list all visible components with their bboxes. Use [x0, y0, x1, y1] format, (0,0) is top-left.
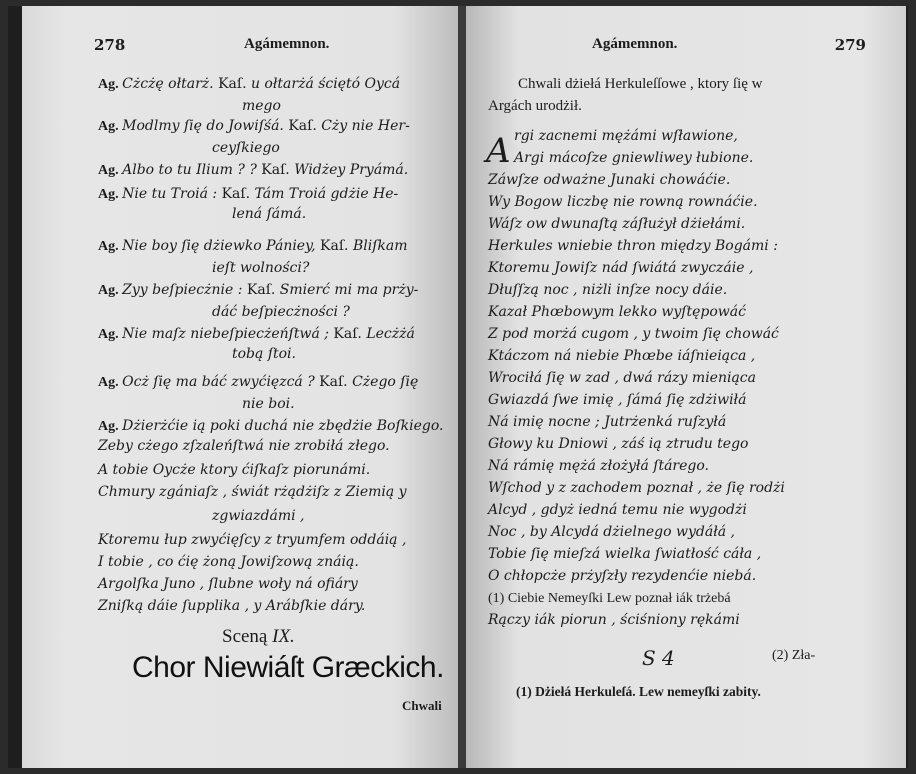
verse-line	[242, 396, 295, 413]
verse-line: Wáſz ow dwunaſtą záſłużył dżiełámi.	[488, 216, 746, 232]
verse-line	[212, 304, 350, 321]
speaker-label: Kaſ.	[315, 238, 353, 254]
line-text: Dżierżćie ią poki duchá nie zbędżie Boſkiego.	[122, 418, 444, 434]
line-text: ieſt wolności?	[212, 260, 310, 276]
line-text: A tobie Oycże ktory ćiſkaſz piorunámi.	[98, 462, 371, 478]
line-text: Lecżżá	[366, 326, 415, 342]
drop-cap: A	[486, 131, 511, 171]
speaker-label: Kaſ.	[328, 326, 367, 342]
speaker-label: Kaſ.	[213, 76, 251, 92]
speaker-label: Ag.	[98, 327, 123, 342]
line-text: Bliſkam	[352, 238, 408, 254]
verse-line	[212, 140, 280, 157]
line-text: tobą ſtoi.	[232, 346, 296, 362]
verse-line	[98, 238, 407, 255]
speaker-label: Kaſ.	[242, 282, 280, 298]
speaker-label: Kaſ.	[256, 162, 295, 178]
verse-line	[98, 418, 443, 435]
verse-line	[98, 118, 410, 135]
verse-line	[98, 598, 365, 615]
line-text: I tobie , co ćię żoną Jowiſzową znáią.	[98, 554, 359, 570]
line-text: Zyy beſpiecżnie :	[122, 282, 243, 298]
line-text: Zeby cżego zſzaleńſtwá nie zrobiłá złego.	[98, 438, 390, 454]
line-text: Smierć mi ma prży-	[279, 282, 419, 298]
verse-line: (1) Ciebie Nemeyſki Lew poznał iák trżebá	[488, 591, 731, 606]
speaker-label: Ag.	[98, 283, 123, 298]
page-number: 278	[94, 36, 126, 54]
line-text: Cżego ſię	[352, 374, 419, 390]
speaker-label: Kaſ.	[314, 374, 353, 390]
verse-line	[98, 374, 418, 391]
verse-line	[232, 346, 296, 363]
speaker-label: Ag.	[98, 187, 123, 202]
verse-line: Herkules wniebie thron między Bogámi :	[488, 238, 778, 254]
line-text: Cżcżę ołtarż.	[122, 76, 214, 92]
verse-line	[98, 326, 415, 343]
verse-line	[98, 438, 390, 455]
line-text: Nie boy ſię dżiewko Pániey,	[122, 238, 316, 254]
verse-line	[242, 98, 281, 115]
verse-line	[98, 282, 418, 299]
verse-line: Z pod morżá cugom , y twoim ſię chowáć	[488, 326, 779, 342]
verse-line: Rączy iák piorun , ściśniony rękámi	[488, 612, 740, 628]
line-text: Nie maſz niebeſpiecżeńſtwá ;	[122, 326, 329, 342]
page-number: 279	[834, 36, 866, 54]
scene-heading	[222, 626, 295, 648]
verse-line	[98, 186, 398, 203]
signature-mark: S 4	[642, 646, 675, 670]
left-page	[22, 6, 458, 768]
running-head-left	[22, 36, 458, 58]
scene-number: IX.	[272, 626, 295, 647]
line-text: Chmury zgániaſz , świát rżądżiſz z Ziemią y	[98, 484, 407, 500]
line-text: u ołtarżá ściętó Oycá	[250, 76, 401, 92]
speaker-label: Ag.	[98, 163, 123, 178]
line-text: lená ſámá.	[232, 206, 307, 222]
verse-line	[98, 576, 358, 593]
verse-line: Ná imię nocne ; Jutrżenká ruſzyłá	[488, 414, 727, 430]
verse-line	[98, 532, 406, 549]
line-text: dáć beſpiecżności ?	[212, 304, 350, 320]
running-title: Agámemnon.	[592, 36, 678, 52]
line-text: Argolſka Juno , ſlubne woły ná ofiáry	[98, 576, 358, 592]
verse-line	[98, 76, 400, 93]
verse-line: Wy Bogow liczbę nie rowną rownáćie.	[488, 194, 758, 210]
verse-line: Wrociłá ſię w zad , dwá rázy mieniąca	[488, 370, 756, 386]
verse-line: rgi zacnemi mężámi wſławione,	[514, 128, 738, 144]
running-head-right	[466, 36, 906, 58]
footnote: (1) Dżiełá Herkuleſá. Lew nemeyſki zabity.	[516, 684, 761, 699]
catchword-right: (2) Zła-	[772, 648, 816, 663]
verse-line	[98, 162, 408, 179]
verse-line	[98, 462, 370, 479]
right-page	[466, 6, 906, 768]
intro-line: Chwali dżiełá Herkuleſſowe , ktory ſię w	[518, 76, 763, 92]
verse-line	[232, 206, 306, 223]
line-text: Cży nie Her-	[321, 118, 410, 134]
verse-line: Alcyd , gdyż iedná temu nie wygodżi	[488, 502, 747, 518]
line-text: nie boi.	[242, 396, 295, 412]
line-text: mego	[242, 98, 281, 114]
line-text: Ktoremu łup zwyćięſcy z tryumfem oddáią ,	[98, 532, 407, 548]
open-book	[8, 6, 908, 768]
verse-line: Tobie ſię mieſzá wielka ſwiatłość cáła ,	[488, 546, 762, 562]
speaker-label: Ag.	[98, 119, 123, 134]
verse-line: Kazał Phœbowym lekko wyſtępowáć	[488, 304, 746, 320]
chorus-heading: Chor Niewiáſt Græckich.	[132, 651, 444, 684]
verse-line: Gwiazdá ſwe imię , ſámá ſię zdżiwiłá	[488, 392, 747, 408]
verse-line: Argi mácoſze gniewliwey łubione.	[514, 150, 754, 166]
verse-line: Noc , by Alcydá dżielnego wydáłá ,	[488, 524, 735, 540]
verse-line: Záwſze odważne Junaki chowáćie.	[488, 172, 731, 188]
running-title: Agámemnon.	[244, 36, 330, 52]
line-text: Tám Troiá gdżie He-	[254, 186, 399, 202]
speaker-label: Ag.	[98, 239, 123, 254]
verse-line: Ná rámię mężá złożyłá ſtárego.	[488, 458, 709, 474]
verse-line: Wſchod y z zachodem poznał , że ſię rodżi	[488, 480, 785, 496]
line-text: Albo to tu Ilium ? ?	[122, 162, 257, 178]
scene-label: Sceną	[222, 626, 268, 647]
line-text: Ocż ſię ma báć zwyćięzcá ?	[122, 374, 315, 390]
verse-line	[98, 554, 359, 571]
speaker-label: Ag.	[98, 419, 123, 434]
line-text: Zniſką dáie ſupplika , y Arábſkie dáry.	[98, 598, 366, 614]
line-text: Widżey Pryámá.	[294, 162, 409, 178]
verse-line: Dłuſſzą noc , niżli inſze nocy dáie.	[488, 282, 728, 298]
line-text: Nie tu Troiá :	[122, 186, 218, 202]
speaker-label: Ag.	[98, 375, 123, 390]
verse-line	[98, 484, 407, 501]
verse-line	[212, 508, 304, 525]
line-text: ceyſkiego	[212, 140, 280, 156]
verse-line	[212, 260, 309, 277]
book-gutter	[458, 6, 466, 768]
verse-line: O chłopcże prżyſzły rezydenćie niebá.	[488, 568, 757, 584]
verse-line: Ktáczom ná niebie Phœbe iáſnieiąca ,	[488, 348, 756, 364]
line-text: zgwiazdámi ,	[212, 508, 305, 524]
speaker-label: Kaſ.	[217, 186, 255, 202]
line-text: Modlmy ſię do Jowiſśá.	[122, 118, 284, 134]
verse-line: Głowy ku Dniowi , záś ią ztrudu tego	[488, 436, 749, 452]
verse-line: Ktoremu Jowiſz nád ſwiátá zwyczáie ,	[488, 260, 754, 276]
speaker-label: Ag.	[98, 77, 123, 92]
speaker-label: Kaſ.	[283, 118, 322, 134]
catchword-left: Chwali	[402, 698, 442, 713]
intro-line: Argách urodżił.	[488, 98, 582, 114]
